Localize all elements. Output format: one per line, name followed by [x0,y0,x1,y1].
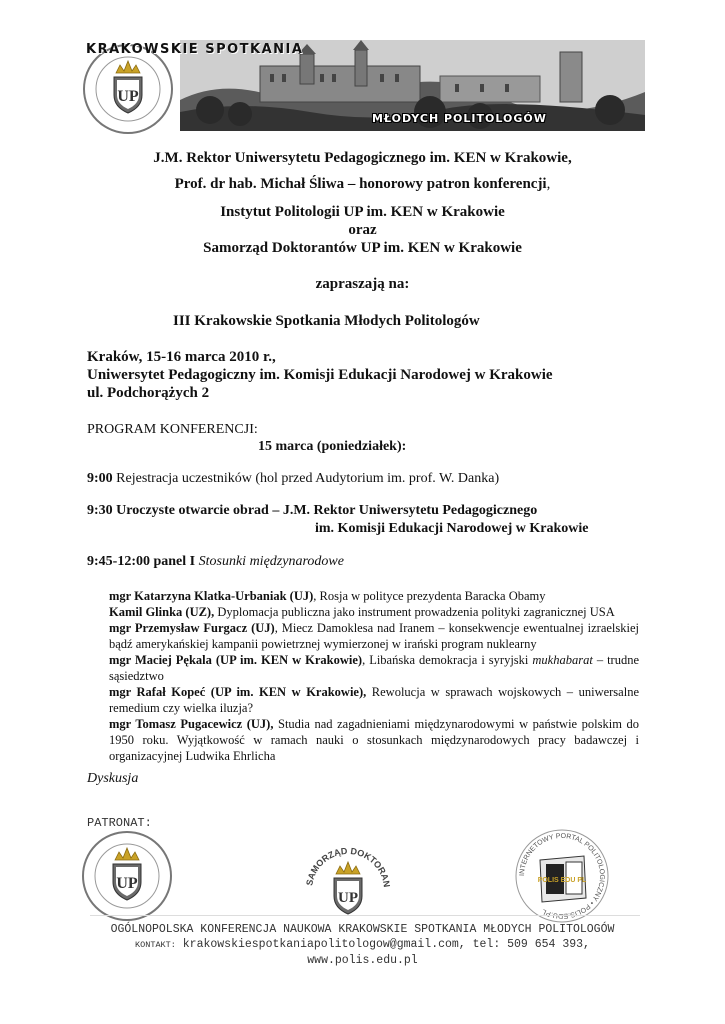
intro-line-samorzad: Samorząd Doktorantów UP im. KEN w Krakowie [203,240,522,256]
logo-letters: UP [116,875,138,892]
program-panel [87,554,344,570]
registration-text: Rejestracja uczestników (hol przed Audytorium im. prof. W. Danka) [116,471,500,486]
talk-speaker: mgr Tomasz Pugacewicz (UJ), [109,717,274,731]
event-date: Kraków, 15-16 marca 2010 r., [87,349,276,365]
talk-speaker: Kamil Glinka (UZ), [109,605,215,619]
footer [0,922,725,968]
intro-line-rector: J.M. Rektor Uniwersytetu Pedagogicznego im. KEN w Krakowie, [153,150,572,166]
intro-patron-comma: , [546,176,551,192]
talk-item [109,588,639,604]
panel-title: Stosunki międzynarodowe [198,554,344,569]
up-logo-patron [81,830,173,922]
talk-speaker: mgr Przemysław Furgacz (UJ) [109,621,275,635]
logo-letters: UP [117,88,139,105]
footer-site: www.polis.edu.pl [307,954,418,967]
footer-divider [90,915,640,916]
event-street: ul. Podchorążych 2 [87,385,210,401]
intro-line-institute: Instytut Politologii UP im. KEN w Krakowie [220,204,505,220]
talk-title-end: – trudne sąsiedztwo [109,653,639,683]
event-university: Uniwersytet Pedagogiczny im. Komisji Edukacji Narodowej w Krakowie [87,367,553,383]
talk-title: , Miecz Damoklesa nad Iranem – konsekwencje ewentualnej izraelskiej bądź amerykańskiej kampanii powietrznej wymierzonej w irański program nuklearny [109,621,639,651]
talk-speaker: mgr Rafał Kopeć (UP im. KEN w Krakowie), [109,685,367,699]
intro-invite: zapraszają na: [315,276,410,292]
talk-title-italic: mukhabarat [532,653,593,667]
talk-title: , Rosja w polityce prezydenta Baracka Obamy [313,589,546,603]
polis-ring-text: INTERNETOWY PORTAL POLITOLOGICZNY • POLIS.EDU.PL [518,832,606,920]
talk-item [109,604,639,620]
footer-contact-text: krakowskiespotkaniapolitologow@gmail.com, tel: 509 654 393, [182,938,590,951]
program-heading: PROGRAM KONFERENCJI: [87,422,258,437]
intro-line-oraz: oraz [348,222,377,238]
program-day: 15 marca (poniedziałek): [258,439,407,454]
program-registration [87,471,499,487]
talk-item [109,620,639,652]
talk-item [109,684,639,716]
footer-contact-label: KONTAKT: [135,940,176,950]
talk-title: Studia nad zagadnieniami międzynarodowymi w państwie polskim do 1950 roku. Wyjątkowość w ramach nauki o stosunkach międzynarodowych pracy badawczej i organizacyjnej Ludwika Ehrlicha [109,717,639,763]
intro-line-patron [0,176,725,193]
program-opening-line1: 9:30 Uroczyste otwarcie obrad – J.M. Rektor Uniwersytetu Pedagogicznego [87,503,538,518]
patronat-label: PATRONAT: [87,816,152,830]
talk-item [109,716,639,764]
polis-letters: POLIS EDU PL [537,877,587,884]
samorzad-ring-text: SAMORZĄD DOKTORAN [304,845,392,888]
event-title: III Krakowskie Spotkania Młodych Politologów [173,313,480,329]
intro-patron-text: Prof. dr hab. Michał Śliwa – honorowy patron konferencji [174,176,547,192]
panel-time: 9:45-12:00 panel I [87,554,196,569]
samorzad-letters: UP [338,890,358,906]
banner-title-top: KRAKOWSKIE SPOTKANIA [86,42,304,57]
talk-title: Dyplomacja publiczna jako instrument prowadzenia polityki zagranicznej USA [214,605,615,619]
footer-contact [0,937,725,953]
talk-speaker: mgr Katarzyna Klatka-Urbaniak (UJ) [109,589,314,603]
talk-item [109,652,639,684]
talk-title: , Libańska demokracja i syryjski [362,653,533,667]
polis-logo [512,826,612,926]
samorzad-logo [298,830,398,922]
footer-conference: OGÓLNOPOLSKA KONFERENCJA NAUKOWA KRAKOWSKIE SPOTKANIA MŁODYCH POLITOLOGÓW [110,923,615,936]
panel-talks [109,588,639,764]
banner-title-bottom: MŁODYCH POLITOLOGÓW [372,112,547,125]
program-opening-line2: im. Komisji Edukacji Narodowej w Krakowie [315,521,589,536]
talk-title: Rewolucja w sprawach wojskowych – uniwersalne remedium czy wielka iluzja? [109,685,639,715]
registration-time: 9:00 [87,471,113,486]
talk-speaker: mgr Maciej Pękala (UP im. KEN w Krakowie) [109,653,363,667]
discussion-label: Dyskusja [87,771,139,786]
